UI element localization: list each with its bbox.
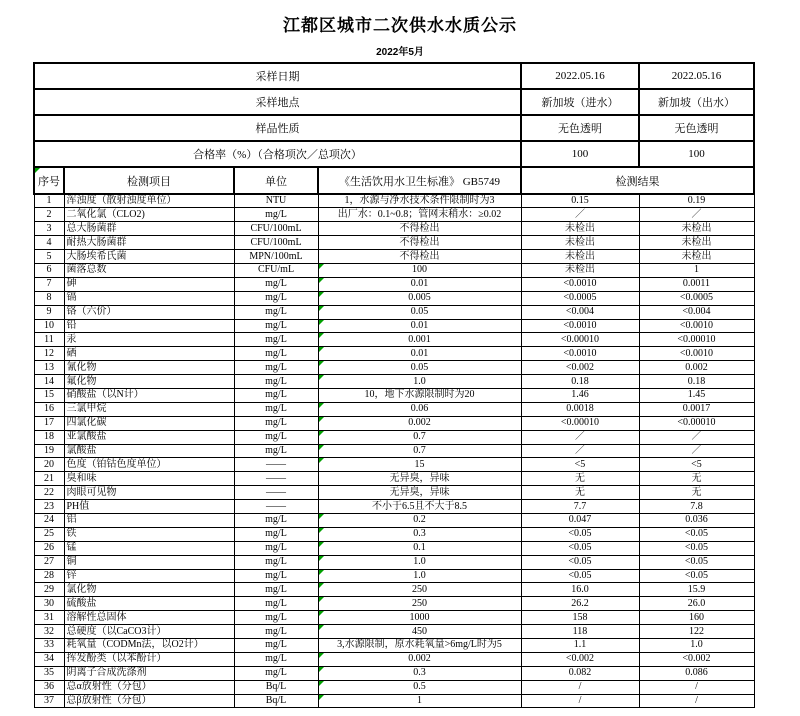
row-result-inlet: 0.082: [521, 666, 639, 680]
row-standard: 0.06: [318, 402, 521, 416]
row-result-outlet: <0.0010: [639, 347, 754, 361]
row-unit: mg/L: [234, 569, 318, 583]
row-item: 亚氯酸盐: [64, 430, 234, 444]
row-item: 耗氧量（CODMn法，以O2计）: [64, 639, 234, 653]
row-result-inlet: 118: [521, 625, 639, 639]
row-seq: 35: [34, 666, 64, 680]
row-item: 总α放射性（分包）: [64, 680, 234, 694]
row-item: 锌: [64, 569, 234, 583]
row-result-outlet: 160: [639, 611, 754, 625]
row-seq: 20: [34, 458, 64, 472]
row-seq: 28: [34, 569, 64, 583]
sampling-location-label: 采样地点: [34, 89, 521, 115]
row-standard: 0.3: [318, 527, 521, 541]
row-result-outlet: ／: [639, 208, 754, 222]
table-row: [34, 527, 754, 541]
row-unit: mg/L: [234, 652, 318, 666]
row-result-outlet: 1: [639, 263, 754, 277]
row-result-outlet: 0.0017: [639, 402, 754, 416]
row-result-outlet: 未检出: [639, 250, 754, 264]
row-result-inlet: <0.0005: [521, 291, 639, 305]
table-row: [34, 347, 754, 361]
row-standard: 不小于6.5且不大于8.5: [318, 500, 521, 514]
row-seq: 29: [34, 583, 64, 597]
row-result-inlet: 7.7: [521, 500, 639, 514]
row-unit: mg/L: [234, 388, 318, 402]
row-seq: 30: [34, 597, 64, 611]
row-result-inlet: <5: [521, 458, 639, 472]
row-unit: mg/L: [234, 555, 318, 569]
row-standard: 0.01: [318, 319, 521, 333]
row-result-outlet: 1.0: [639, 639, 754, 653]
row-result-outlet: 0.19: [639, 194, 754, 208]
row-seq: 10: [34, 319, 64, 333]
row-result-inlet: 无: [521, 486, 639, 500]
row-item: 二氧化氯（CLO2): [64, 208, 234, 222]
row-unit: mg/L: [234, 402, 318, 416]
row-standard: 不得检出: [318, 236, 521, 250]
sampling-date-inlet: 2022.05.16: [521, 63, 639, 89]
table-row: [34, 666, 754, 680]
table-row: [34, 361, 754, 375]
row-item: 铝: [64, 513, 234, 527]
table-row: [34, 625, 754, 639]
row-standard: 1.0: [318, 375, 521, 389]
table-row: [34, 402, 754, 416]
row-item: 色度（铂钴色度单位）: [64, 458, 234, 472]
row-seq: 32: [34, 625, 64, 639]
row-result-outlet: <0.0005: [639, 291, 754, 305]
table-row: [34, 388, 754, 402]
row-standard: 0.005: [318, 291, 521, 305]
row-item: 铜: [64, 555, 234, 569]
row-standard: 0.05: [318, 361, 521, 375]
row-seq: 5: [34, 250, 64, 264]
row-result-outlet: <0.004: [639, 305, 754, 319]
row-unit: mg/L: [234, 208, 318, 222]
row-standard: 0.2: [318, 513, 521, 527]
row-item: 铬（六价）: [64, 305, 234, 319]
row-result-outlet: 无: [639, 472, 754, 486]
sampling-date-label: 采样日期: [34, 63, 521, 89]
row-seq: 15: [34, 388, 64, 402]
pass-rate-label: 合格率（%）（合格项次／总项次）: [34, 141, 521, 167]
row-standard: 0.001: [318, 333, 521, 347]
table-row: [34, 611, 754, 625]
results-tbody: [34, 194, 754, 708]
sampling-location-inlet: 新加坡（进水）: [521, 89, 639, 115]
row-standard: 250: [318, 597, 521, 611]
sample-nature-label: 样品性质: [34, 115, 521, 141]
row-seq: 21: [34, 472, 64, 486]
row-item: 锰: [64, 541, 234, 555]
table-row: [34, 333, 754, 347]
row-unit: mg/L: [234, 583, 318, 597]
row-seq: 18: [34, 430, 64, 444]
row-result-inlet: 0.0018: [521, 402, 639, 416]
row-result-outlet: ／: [639, 430, 754, 444]
row-result-outlet: <0.05: [639, 555, 754, 569]
row-seq: 12: [34, 347, 64, 361]
row-item: 耐热大肠菌群: [64, 236, 234, 250]
table-row: [34, 194, 754, 208]
row-result-inlet: ／: [521, 430, 639, 444]
row-result-inlet: 无: [521, 472, 639, 486]
row-seq: 34: [34, 652, 64, 666]
row-seq: 6: [34, 263, 64, 277]
row-item: 砷: [64, 277, 234, 291]
column-header-result: 检测结果: [521, 167, 754, 194]
row-item: 硒: [64, 347, 234, 361]
row-result-outlet: 0.086: [639, 666, 754, 680]
row-unit: mg/L: [234, 430, 318, 444]
row-result-inlet: 26.2: [521, 597, 639, 611]
row-result-inlet: <0.00010: [521, 333, 639, 347]
row-item: 总大肠菌群: [64, 222, 234, 236]
row-standard: 250: [318, 583, 521, 597]
row-unit: ——: [234, 486, 318, 500]
row-unit: mg/L: [234, 291, 318, 305]
row-seq: 7: [34, 277, 64, 291]
row-unit: mg/L: [234, 444, 318, 458]
row-item: 肉眼可见物: [64, 486, 234, 500]
row-result-inlet: /: [521, 680, 639, 694]
row-unit: mg/L: [234, 305, 318, 319]
table-row: [34, 277, 754, 291]
row-standard: 1.0: [318, 555, 521, 569]
row-unit: Bq/L: [234, 694, 318, 708]
row-result-outlet: 7.8: [639, 500, 754, 514]
row-unit: mg/L: [234, 361, 318, 375]
row-unit: MPN/100mL: [234, 250, 318, 264]
row-seq: 17: [34, 416, 64, 430]
table-row: [34, 263, 754, 277]
row-unit: mg/L: [234, 611, 318, 625]
row-result-inlet: <0.00010: [521, 416, 639, 430]
table-row: [34, 305, 754, 319]
row-standard: 0.01: [318, 277, 521, 291]
row-result-inlet: <0.0010: [521, 319, 639, 333]
row-item: 浑浊度（散射浊度单位）: [64, 194, 234, 208]
row-standard: 0.3: [318, 666, 521, 680]
row-result-outlet: <5: [639, 458, 754, 472]
row-item: 氰化物: [64, 361, 234, 375]
row-item: 氯化物: [64, 583, 234, 597]
row-result-inlet: 未检出: [521, 250, 639, 264]
row-result-inlet: 未检出: [521, 222, 639, 236]
row-result-outlet: <0.05: [639, 527, 754, 541]
row-result-inlet: <0.0010: [521, 277, 639, 291]
row-seq: 14: [34, 375, 64, 389]
row-unit: NTU: [234, 194, 318, 208]
sampling-date-row: [34, 63, 754, 89]
row-item: 硫酸盐: [64, 597, 234, 611]
row-standard: 100: [318, 263, 521, 277]
row-result-inlet: <0.05: [521, 555, 639, 569]
row-result-outlet: 0.0011: [639, 277, 754, 291]
row-unit: ——: [234, 500, 318, 514]
table-row: [34, 444, 754, 458]
row-item: 大肠埃希氏菌: [64, 250, 234, 264]
row-standard: 1: [318, 694, 521, 708]
row-standard: 450: [318, 625, 521, 639]
row-result-outlet: ／: [639, 444, 754, 458]
row-result-inlet: <0.002: [521, 652, 639, 666]
row-unit: mg/L: [234, 625, 318, 639]
row-item: PH值: [64, 500, 234, 514]
row-result-inlet: <0.0010: [521, 347, 639, 361]
table-row: [34, 458, 754, 472]
row-standard: 0.01: [318, 347, 521, 361]
row-item: 硝酸盐（以N计）: [64, 388, 234, 402]
water-quality-table: [33, 62, 755, 708]
row-result-inlet: 0.15: [521, 194, 639, 208]
row-item: 镉: [64, 291, 234, 305]
sample-nature-row: [34, 115, 754, 141]
row-seq: 31: [34, 611, 64, 625]
row-seq: 13: [34, 361, 64, 375]
row-item: 阴离子合成洗涤剂: [64, 666, 234, 680]
page-title: 江都区城市二次供水水质公示: [283, 16, 517, 35]
table-row: [34, 513, 754, 527]
row-result-outlet: 1.45: [639, 388, 754, 402]
row-result-outlet: <0.002: [639, 652, 754, 666]
row-result-inlet: 158: [521, 611, 639, 625]
sample-nature-outlet: 无色透明: [639, 115, 754, 141]
row-seq: 11: [34, 333, 64, 347]
info-section: [34, 63, 754, 194]
row-standard: 1.0: [318, 569, 521, 583]
row-unit: ——: [234, 458, 318, 472]
row-standard: 不得检出: [318, 250, 521, 264]
row-unit: mg/L: [234, 666, 318, 680]
row-result-inlet: <0.05: [521, 527, 639, 541]
row-result-outlet: 15.9: [639, 583, 754, 597]
row-result-outlet: <0.05: [639, 541, 754, 555]
row-standard: 0.05: [318, 305, 521, 319]
row-item: 溶解性总固体: [64, 611, 234, 625]
row-seq: 22: [34, 486, 64, 500]
row-result-inlet: 未检出: [521, 236, 639, 250]
row-unit: mg/L: [234, 527, 318, 541]
row-standard: 0.7: [318, 444, 521, 458]
row-result-outlet: <0.0010: [639, 319, 754, 333]
table-row: [34, 430, 754, 444]
row-result-inlet: <0.05: [521, 541, 639, 555]
row-unit: mg/L: [234, 416, 318, 430]
sampling-date-outlet: 2022.05.16: [639, 63, 754, 89]
row-result-inlet: 16.0: [521, 583, 639, 597]
row-result-inlet: /: [521, 694, 639, 708]
row-result-outlet: 122: [639, 625, 754, 639]
row-result-outlet: 0.002: [639, 361, 754, 375]
row-result-outlet: <0.05: [639, 569, 754, 583]
row-seq: 8: [34, 291, 64, 305]
row-unit: CFU/mL: [234, 263, 318, 277]
row-unit: CFU/100mL: [234, 236, 318, 250]
row-standard: 10，地下水源限制时为20: [318, 388, 521, 402]
table-row: [34, 639, 754, 653]
row-seq: 36: [34, 680, 64, 694]
row-seq: 25: [34, 527, 64, 541]
row-seq: 1: [34, 194, 64, 208]
table-row: [34, 472, 754, 486]
row-result-inlet: <0.002: [521, 361, 639, 375]
pass-rate-row: [34, 141, 754, 167]
row-seq: 16: [34, 402, 64, 416]
row-unit: mg/L: [234, 639, 318, 653]
row-result-inlet: ／: [521, 444, 639, 458]
row-result-inlet: 1.1: [521, 639, 639, 653]
row-item: 总硬度（以CaCO3计）: [64, 625, 234, 639]
sampling-location-outlet: 新加坡（出水）: [639, 89, 754, 115]
row-item: 氟化物: [64, 375, 234, 389]
table-row: [34, 583, 754, 597]
row-seq: 33: [34, 639, 64, 653]
row-item: 挥发酚类（以苯酚计）: [64, 652, 234, 666]
row-standard: 0.5: [318, 680, 521, 694]
row-item: 铅: [64, 319, 234, 333]
pass-rate-outlet: 100: [639, 141, 754, 167]
table-row: [34, 569, 754, 583]
row-result-inlet: <0.05: [521, 569, 639, 583]
row-seq: 23: [34, 500, 64, 514]
row-unit: mg/L: [234, 375, 318, 389]
row-standard: 出厂水：0.1~0.8；管网末稍水：≥0.02: [318, 208, 521, 222]
row-standard: 无异臭，异味: [318, 486, 521, 500]
table-row: [34, 416, 754, 430]
row-standard: 1000: [318, 611, 521, 625]
row-seq: 19: [34, 444, 64, 458]
report-month: 2022年5月: [376, 47, 424, 58]
row-unit: mg/L: [234, 319, 318, 333]
row-item: 铁: [64, 527, 234, 541]
row-standard: 无异臭，异味: [318, 472, 521, 486]
row-unit: mg/L: [234, 347, 318, 361]
sample-nature-inlet: 无色透明: [521, 115, 639, 141]
table-row: [34, 486, 754, 500]
row-item: 总β放射性（分包）: [64, 694, 234, 708]
row-result-outlet: /: [639, 680, 754, 694]
row-result-inlet: 1.46: [521, 388, 639, 402]
row-result-outlet: /: [639, 694, 754, 708]
row-item: 菌落总数: [64, 263, 234, 277]
table-row: [34, 680, 754, 694]
row-result-inlet: 0.18: [521, 375, 639, 389]
row-standard: 3,水源限制，原水耗氧量>6mg/L时为5: [318, 639, 521, 653]
table-row: [34, 319, 754, 333]
row-item: 三氯甲烷: [64, 402, 234, 416]
row-unit: mg/L: [234, 597, 318, 611]
row-result-inlet: ／: [521, 208, 639, 222]
table-row: [34, 375, 754, 389]
table-row: [34, 694, 754, 708]
row-seq: 27: [34, 555, 64, 569]
row-item: 汞: [64, 333, 234, 347]
table-row: [34, 291, 754, 305]
row-unit: CFU/100mL: [234, 222, 318, 236]
row-seq: 9: [34, 305, 64, 319]
table-row: [34, 500, 754, 514]
row-standard: 不得检出: [318, 222, 521, 236]
table-row: [34, 541, 754, 555]
table-row: [34, 222, 754, 236]
row-result-outlet: <0.00010: [639, 416, 754, 430]
pass-rate-inlet: 100: [521, 141, 639, 167]
column-header-unit: 单位: [234, 167, 318, 194]
row-item: 四氯化碳: [64, 416, 234, 430]
column-header-standard: 《生活饮用水卫生标准》 GB5749: [318, 167, 521, 194]
row-seq: 2: [34, 208, 64, 222]
row-standard: 0.1: [318, 541, 521, 555]
row-unit: Bq/L: [234, 680, 318, 694]
column-header-seq: 序号: [34, 167, 64, 194]
row-result-outlet: 未检出: [639, 236, 754, 250]
row-result-outlet: 0.036: [639, 513, 754, 527]
row-unit: mg/L: [234, 541, 318, 555]
sampling-location-row: [34, 89, 754, 115]
row-standard: 0.7: [318, 430, 521, 444]
row-standard: 0.002: [318, 652, 521, 666]
row-result-outlet: 未检出: [639, 222, 754, 236]
table-row: [34, 597, 754, 611]
row-result-outlet: 26.0: [639, 597, 754, 611]
table-row: [34, 250, 754, 264]
row-result-outlet: 无: [639, 486, 754, 500]
row-standard: 1，水源与净水技术条件限制时为3: [318, 194, 521, 208]
row-seq: 3: [34, 222, 64, 236]
row-result-outlet: <0.00010: [639, 333, 754, 347]
table-row: [34, 208, 754, 222]
row-standard: 0.002: [318, 416, 521, 430]
row-seq: 37: [34, 694, 64, 708]
column-header-item: 检测项目: [64, 167, 234, 194]
table-row: [34, 652, 754, 666]
row-standard: 15: [318, 458, 521, 472]
row-unit: mg/L: [234, 333, 318, 347]
row-result-inlet: 0.047: [521, 513, 639, 527]
row-result-inlet: 未检出: [521, 263, 639, 277]
row-result-outlet: 0.18: [639, 375, 754, 389]
row-seq: 4: [34, 236, 64, 250]
table-row: [34, 236, 754, 250]
row-unit: ——: [234, 472, 318, 486]
row-unit: mg/L: [234, 513, 318, 527]
row-item: 氯酸盐: [64, 444, 234, 458]
row-seq: 24: [34, 513, 64, 527]
table-row: [34, 555, 754, 569]
row-item: 臭和味: [64, 472, 234, 486]
column-header-row: [34, 167, 754, 194]
row-result-inlet: <0.004: [521, 305, 639, 319]
row-seq: 26: [34, 541, 64, 555]
row-unit: mg/L: [234, 277, 318, 291]
